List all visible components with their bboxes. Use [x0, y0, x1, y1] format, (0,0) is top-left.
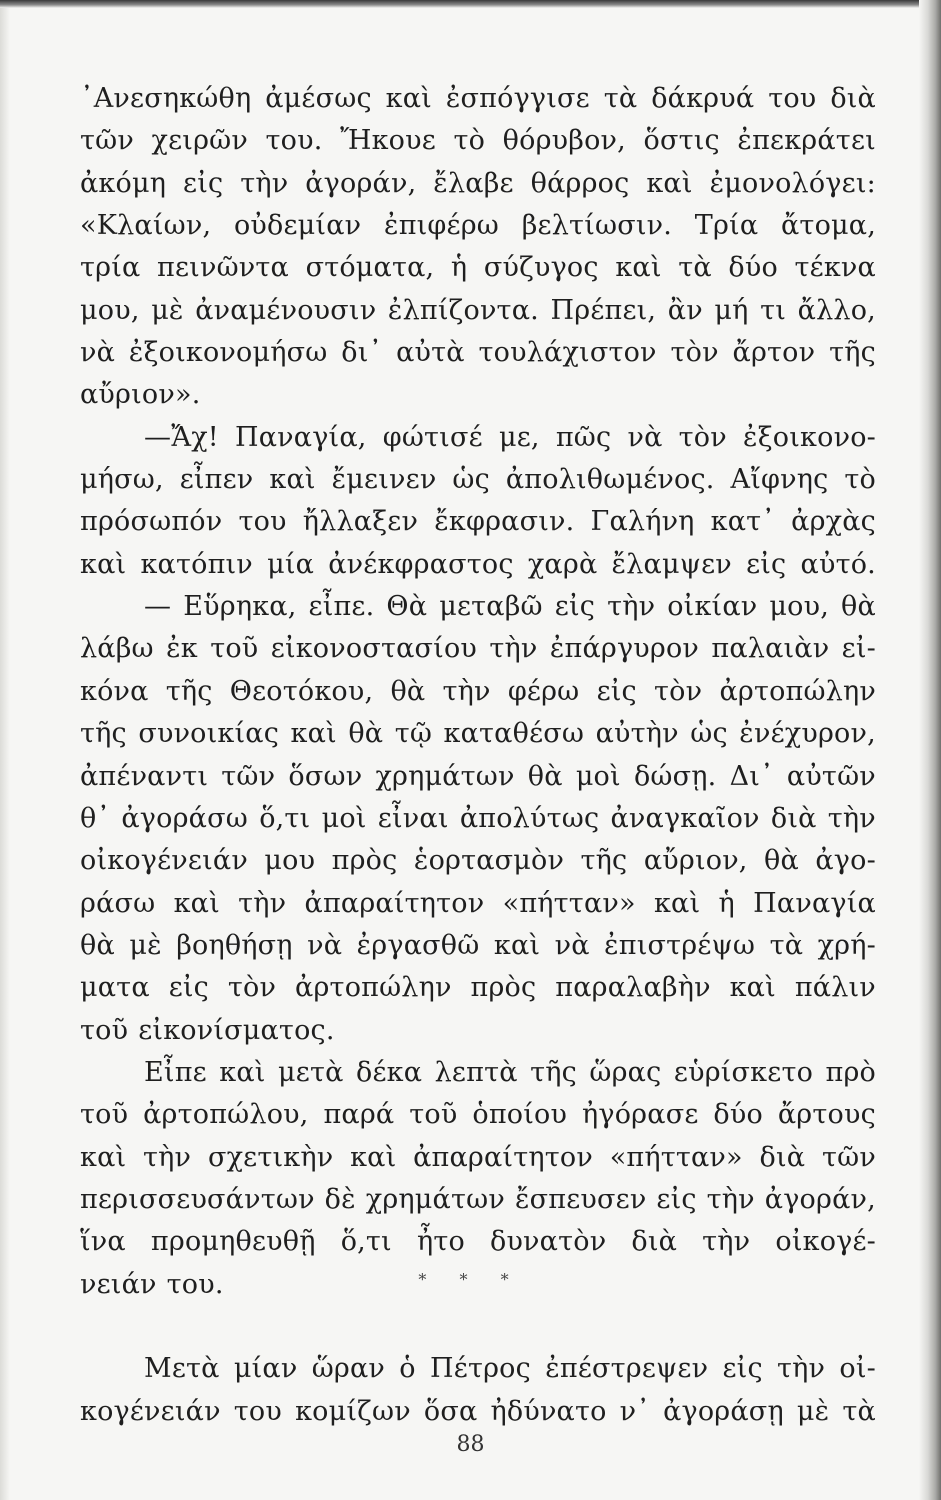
word: προμηθευθῇ: [150, 1226, 316, 1258]
text-line: [80, 925, 876, 967]
word: τὸν: [670, 337, 719, 369]
word: θάρρος: [530, 167, 630, 199]
word: Γαλήνη: [590, 506, 695, 538]
word: καὶ: [646, 167, 693, 199]
word: μου,: [769, 591, 829, 623]
section-break: * * *: [418, 1270, 523, 1289]
word: μὲ: [796, 1395, 830, 1427]
word: χειρῶν: [151, 125, 248, 157]
word: ἄτομα,: [781, 210, 876, 242]
word: αὐτό.: [800, 548, 876, 580]
word: ὅσων: [288, 760, 363, 792]
word: ἀρτοπώλου,: [143, 1099, 309, 1131]
word: τὸν: [654, 675, 703, 707]
word: νὰ: [307, 929, 343, 961]
word: τὴν: [240, 167, 289, 199]
word: εἰς: [722, 1353, 763, 1385]
word: Θὰ: [386, 591, 428, 623]
text-line: [80, 459, 876, 501]
word: μὲ: [151, 294, 184, 326]
word: καὶ: [615, 252, 662, 284]
text-line: [80, 1137, 876, 1179]
word: ὡς: [452, 464, 490, 496]
word: ἀπαραίτητον: [413, 1141, 593, 1173]
word: βοηθήσῃ: [176, 929, 293, 961]
text-line: [80, 290, 876, 332]
word: μοὶ: [321, 802, 367, 834]
word: νὰ: [80, 337, 116, 369]
word: αὐτὰ: [396, 337, 465, 369]
text-line: [80, 332, 876, 374]
text-line: [80, 1221, 876, 1263]
word: θόρυβον,: [502, 125, 626, 157]
word: καὶ: [350, 1141, 397, 1173]
word: ν᾿: [619, 1395, 650, 1427]
word: ἑορτασμὸν: [413, 845, 565, 877]
word: δώσῃ.: [633, 760, 717, 792]
word: ἔκφρασιν.: [434, 506, 575, 538]
word: τοῦ: [80, 1099, 129, 1131]
word: μοὶ: [575, 760, 621, 792]
word: τὴν: [489, 633, 538, 665]
word: ματα: [80, 972, 150, 1004]
word: πρὸ: [825, 1056, 876, 1088]
word: τρία: [80, 252, 141, 284]
text-line: [80, 78, 876, 120]
word: ἀγοράσω: [121, 802, 248, 834]
word: καὶ: [80, 1141, 127, 1173]
word: ὅστις: [643, 125, 720, 157]
blank-line: [80, 1306, 876, 1348]
word: φώτισέ: [382, 421, 483, 453]
word: καὶ: [493, 929, 541, 961]
text-line: [80, 544, 876, 586]
word: δύο: [728, 252, 778, 284]
word: ἐσπόγγισε: [445, 83, 590, 114]
word: καὶ: [173, 887, 220, 919]
word: καὶ: [269, 464, 316, 496]
word: μεταβῶ: [439, 591, 543, 623]
text-line: [80, 586, 876, 628]
text-line: [80, 120, 876, 162]
word: ἀγοράν,: [305, 167, 417, 199]
word: τὴν: [238, 887, 287, 919]
word: καὶ: [290, 718, 337, 750]
word: δάκρυά: [651, 83, 755, 114]
text-line: [80, 501, 876, 543]
text-line: [80, 840, 876, 882]
word: ἠγόρασε: [582, 1099, 699, 1131]
word: τὰ: [603, 83, 638, 114]
word: κομίζων: [295, 1395, 411, 1427]
word: διὰ: [770, 802, 817, 834]
text-line: [80, 417, 876, 459]
word: τὰ: [678, 252, 712, 284]
word: περισσευσάντων: [80, 1183, 315, 1215]
word: του: [238, 506, 287, 538]
word: οἰκίαν: [667, 591, 758, 623]
word: Μετὰ: [144, 1353, 220, 1385]
word: πῶς: [555, 421, 612, 453]
word: λεπτὰ: [434, 1056, 518, 1088]
word: βελτίωσιν.: [521, 210, 673, 242]
word: τὴν: [607, 591, 656, 623]
word: θὰ: [841, 591, 876, 623]
word: διὰ: [759, 1141, 806, 1173]
word: ἀπολύτως: [459, 802, 600, 834]
word: ἀρχὰς: [791, 506, 876, 538]
word: αὐτὴν: [595, 718, 679, 750]
word: τὴν: [143, 1141, 192, 1173]
word: φέρω: [507, 675, 580, 707]
text-line: [80, 1391, 876, 1433]
word: ἂν: [667, 294, 703, 326]
word: δι᾿: [341, 337, 383, 369]
word: Πρέπει,: [550, 294, 657, 326]
word: πρόσωπόν: [80, 506, 223, 538]
word: τῶν: [221, 760, 276, 792]
word: ἔλαβε: [433, 167, 514, 199]
word: ἀναγκαῖον: [610, 802, 760, 834]
text-line: [80, 798, 876, 840]
word: ὁ: [399, 1353, 416, 1385]
word: ἐξοικονο-: [743, 421, 876, 453]
word: τέκνα: [794, 252, 876, 284]
page-number: 88: [456, 1432, 485, 1457]
word: ράσω: [80, 887, 156, 919]
word: εἰκονίσματος.: [138, 1014, 335, 1046]
word: εἰς: [596, 675, 637, 707]
word: μή: [714, 294, 749, 326]
word: ἔσπευσεν: [514, 1183, 647, 1215]
word: διὰ: [631, 1226, 678, 1258]
text-line: [80, 713, 876, 755]
text-line: [80, 163, 876, 205]
word: θὰ: [348, 718, 384, 750]
word: πεινῶντα: [157, 252, 289, 284]
word: τὴν: [442, 675, 491, 707]
word: «Κλαίων,: [80, 210, 212, 242]
text-line: [80, 671, 876, 713]
word: ἄλλο,: [797, 294, 876, 326]
word: τοῦ: [210, 633, 259, 665]
word: τι: [760, 294, 787, 326]
word: νὰ: [554, 929, 590, 961]
word: καὶ: [80, 548, 127, 580]
word: ἀκόμη: [80, 167, 167, 199]
word: εἰκονοστασίου: [270, 633, 478, 665]
word: του: [233, 1395, 282, 1427]
text-line: [80, 1094, 876, 1136]
word: χρημάτων: [365, 1183, 505, 1215]
word: αὔριον».: [80, 379, 201, 411]
word: δὲ: [324, 1183, 356, 1215]
word: ἤλλαξεν: [302, 506, 419, 538]
word: δυνατὸν: [489, 1226, 607, 1258]
word: εἰς: [554, 591, 596, 623]
word: ἔλαμψεν: [611, 548, 732, 580]
word: σύζυγος: [483, 252, 599, 284]
word: ἐπάργυρον: [549, 633, 700, 665]
word: τὰ: [842, 1395, 876, 1427]
word: εἰ-: [841, 633, 876, 665]
word: οἰκογέ-: [775, 1226, 876, 1258]
word: ᾿Ανεσηκώθη: [80, 83, 252, 114]
word: πρὸς: [331, 845, 398, 877]
word: «πήτταν»: [609, 1141, 743, 1173]
word: ἀγοράσῃ: [663, 1395, 784, 1427]
word: τοῦ: [409, 1099, 458, 1131]
word: μετὰ: [278, 1056, 344, 1088]
word: ἐπεκράτει: [737, 125, 876, 157]
word: αὐτῶν: [786, 760, 876, 792]
word: ὅσα: [423, 1395, 478, 1427]
word: ἐπιστρέψω: [604, 929, 756, 961]
word: πάλιν: [794, 972, 876, 1004]
word: κογένειάν: [80, 1395, 221, 1427]
word: μία: [267, 548, 315, 580]
text-line: [80, 374, 876, 416]
word: κόνα: [80, 675, 149, 707]
word: Ἤκουε: [340, 125, 436, 157]
word: θὰ: [80, 929, 115, 961]
word: ἐπιφέρω: [384, 210, 500, 242]
word: τῆς: [530, 1056, 577, 1088]
word: τὴν: [706, 1183, 755, 1215]
word: —: [144, 591, 172, 623]
word: ἐργασθῶ: [356, 929, 480, 961]
word: ἐπέστρεψεν: [545, 1353, 709, 1385]
word: —Ἄχ!: [144, 421, 219, 453]
word: ἐκ: [166, 633, 198, 665]
word: ἵνα: [80, 1226, 126, 1258]
word: σχετικὴν: [207, 1141, 334, 1173]
word: τὸ: [844, 464, 876, 496]
word: ἐνέχυρον,: [739, 718, 876, 750]
word: τὸν: [678, 421, 727, 453]
word: του.: [166, 1268, 224, 1300]
body-text: [80, 78, 876, 1433]
word: τῶν: [80, 125, 134, 157]
word: πρὸς: [470, 972, 537, 1004]
word: καὶ: [653, 887, 701, 919]
word: ὥραν: [311, 1353, 386, 1385]
word: εἰς: [656, 1183, 697, 1215]
word: ἠδύνατο: [490, 1395, 607, 1427]
word: συνοικίας: [138, 718, 280, 750]
word: εἰς: [183, 167, 224, 199]
word: ἐξοικονομήσω: [128, 337, 328, 369]
word: Θεοτόκου,: [229, 675, 374, 707]
text-line: [80, 967, 876, 1009]
word: δέκα: [356, 1056, 423, 1088]
word: καὶ: [729, 972, 776, 1004]
text-line: [80, 247, 876, 289]
word: μου,: [80, 294, 140, 326]
word: αὔριον,: [643, 845, 748, 877]
word: λάβω: [80, 633, 154, 665]
word: τῶν: [821, 1141, 876, 1173]
word: οἰ-: [839, 1353, 876, 1385]
word: παραλαβὴν: [555, 972, 711, 1004]
word: ἔμεινεν: [331, 464, 437, 496]
word: Εὕρηκα,: [183, 591, 297, 623]
word: δύο: [713, 1099, 763, 1131]
word: θὰ: [390, 675, 426, 707]
word: εὑρίσκετο: [673, 1056, 814, 1088]
word: Παναγία: [753, 887, 876, 919]
word: ἀρτοπώλην: [719, 675, 876, 707]
word: τῆς: [580, 845, 628, 877]
word: ἦτο: [416, 1226, 465, 1258]
text-line: [80, 205, 876, 247]
word: ἀπολιθωμένος.: [505, 464, 715, 496]
word: διὰ: [830, 83, 876, 114]
word: του: [768, 83, 817, 114]
word: ἀρτοπώλην: [295, 972, 452, 1004]
word: κατ᾿: [710, 506, 776, 538]
word: Τρία: [694, 210, 759, 242]
word: τῆς: [829, 337, 876, 369]
word: ἀμέσως: [265, 83, 372, 114]
word: ἄρτους: [777, 1099, 876, 1131]
word: Αἴφνης: [730, 464, 829, 496]
text-line: [80, 756, 876, 798]
word: Εἶπε: [144, 1056, 207, 1088]
word: τοῦ: [80, 1014, 129, 1046]
word: του.: [265, 125, 323, 157]
word: χρή-: [817, 929, 876, 961]
word: οὐδεμίαν: [233, 210, 362, 242]
word: ἡ: [718, 887, 735, 919]
word: Πέτρος: [430, 1353, 531, 1385]
word: τὸν: [227, 972, 277, 1004]
word: εἰς: [168, 972, 209, 1004]
word: θ᾿: [80, 802, 111, 834]
word: ἄρτον: [732, 337, 816, 369]
word: στόματα,: [305, 252, 435, 284]
word: τὴν: [702, 1226, 751, 1258]
word: ἀπαραίτητον: [304, 887, 485, 919]
word: νὰ: [627, 421, 663, 453]
word: εἶπε.: [308, 591, 375, 623]
word: «πήτταν»: [502, 887, 636, 919]
word: Δι᾿: [729, 760, 774, 792]
word: τῆς: [165, 675, 213, 707]
text-line: [80, 628, 876, 670]
word: οἰκογένειάν: [80, 845, 248, 877]
word: τὴν: [827, 802, 876, 834]
word: τῆς: [80, 718, 127, 750]
word: μὲ: [129, 929, 162, 961]
word: ἐμονολόγει:: [709, 167, 876, 199]
text-line: [80, 1052, 876, 1094]
word: χαρὰ: [527, 548, 598, 580]
word: παρά: [323, 1099, 395, 1131]
word: ἀγο-: [815, 845, 876, 877]
word: τὸ: [453, 125, 486, 157]
word: χρημάτων: [375, 760, 515, 792]
word: τὴν: [777, 1353, 826, 1385]
word: παλαιὰν: [711, 633, 830, 665]
word: νειάν: [80, 1268, 157, 1300]
word: καταθέσω: [443, 718, 585, 750]
word: με,: [498, 421, 540, 453]
word: ἀνέκφραστος: [328, 548, 514, 580]
word: τῷ: [394, 718, 433, 750]
word: μήσω,: [80, 464, 164, 496]
word: ἡ: [450, 252, 468, 284]
text-line: [80, 1348, 876, 1390]
word: Παναγία,: [234, 421, 367, 453]
word: καὶ: [219, 1056, 266, 1088]
word: εἶναι: [377, 802, 449, 834]
word: καὶ: [385, 83, 432, 114]
word: ὅ,τι: [259, 802, 311, 834]
text-line: [80, 883, 876, 925]
word: ἀπέναντι: [80, 760, 209, 792]
text-line: [80, 1179, 876, 1221]
word: θὰ: [764, 845, 799, 877]
word: εἰς: [746, 548, 787, 580]
word: ὡς: [690, 718, 728, 750]
text-line: [80, 1010, 876, 1052]
word: ὅ,τι: [340, 1226, 392, 1258]
word: ὥρας: [589, 1056, 662, 1088]
word: ἀγοράν,: [764, 1183, 876, 1215]
word: κατόπιν: [140, 548, 253, 580]
word: τουλάχιστον: [478, 337, 657, 369]
word: θὰ: [527, 760, 563, 792]
word: εἶπεν: [179, 464, 254, 496]
page-top-edge: [0, 0, 941, 8]
word: ἀναμένουσιν: [195, 294, 377, 326]
word: ἐλπίζοντα.: [387, 294, 539, 326]
word: τὰ: [769, 929, 804, 961]
word: ὁποίου: [472, 1099, 568, 1131]
word: μίαν: [233, 1353, 298, 1385]
word: μου: [264, 845, 316, 877]
